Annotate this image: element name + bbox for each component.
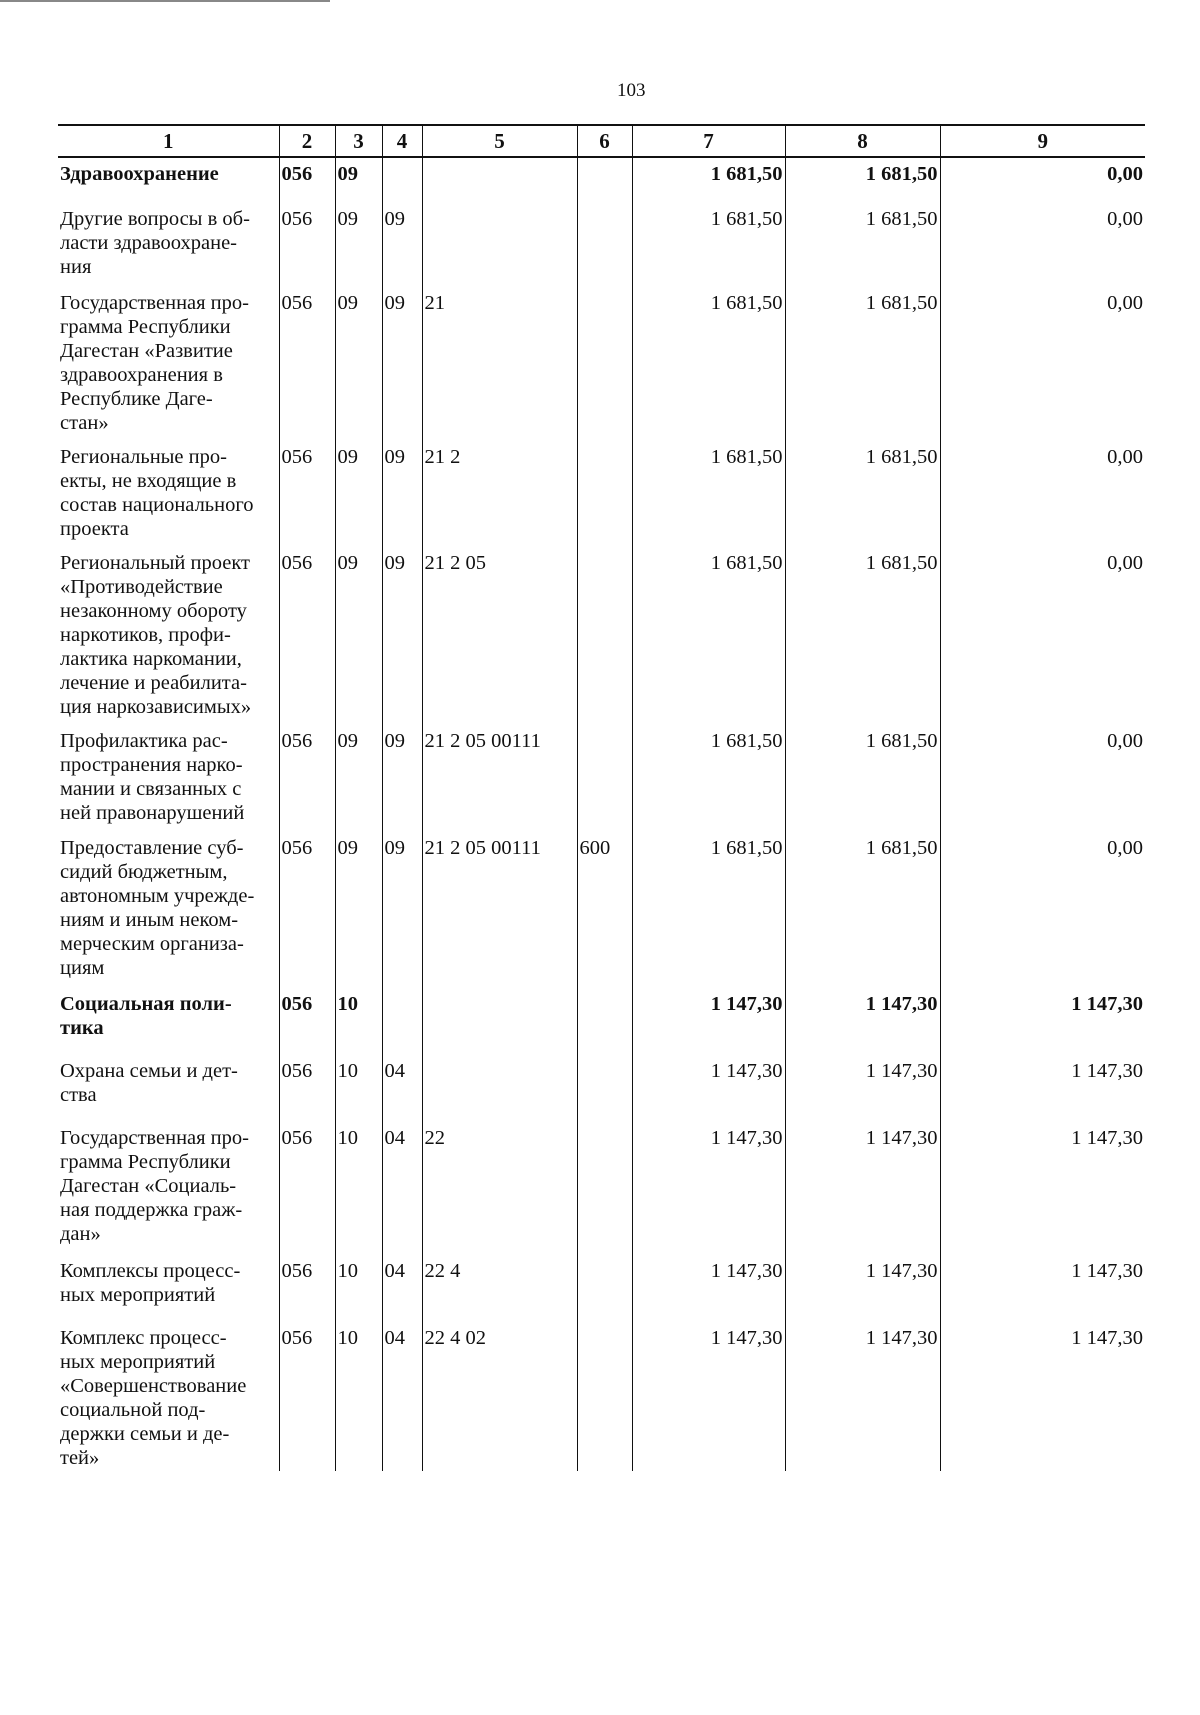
row-name: Другие вопросы в об- ласти здравоохране- ния	[58, 197, 279, 281]
row-amount-col8: 1 681,50	[785, 435, 940, 541]
header-col-1: 1	[58, 125, 279, 157]
row-code-admin: 056	[279, 435, 335, 541]
page-number: 103	[617, 80, 646, 101]
row-code-section: 09	[335, 435, 382, 541]
row-name: Региональные про- екты, не входящие в состав национального проекта	[58, 435, 279, 541]
row-amount-col8: 1 681,50	[785, 157, 940, 197]
row-code-subsection: 09	[382, 541, 422, 719]
row-amount-col7: 1 147,30	[632, 1049, 785, 1116]
row-amount-col7: 1 681,50	[632, 197, 785, 281]
row-code-section: 10	[335, 1049, 382, 1116]
header-col-9: 9	[940, 125, 1145, 157]
header-col-2: 2	[279, 125, 335, 157]
row-amount-col9: 1 147,30	[940, 1249, 1145, 1316]
row-amount-col8: 1 681,50	[785, 719, 940, 826]
table-row	[58, 1049, 1145, 1116]
row-code-section: 10	[335, 1316, 382, 1471]
row-code-target	[422, 197, 577, 281]
row-code-section: 09	[335, 719, 382, 826]
row-code-expense-type	[577, 1316, 632, 1471]
row-name: Комплексы процесс- ных мероприятий	[58, 1249, 279, 1316]
row-amount-col7: 1 681,50	[632, 826, 785, 982]
row-code-admin: 056	[279, 197, 335, 281]
row-code-target: 22	[422, 1116, 577, 1249]
header-col-6: 6	[577, 125, 632, 157]
table-row	[58, 1116, 1145, 1249]
row-amount-col9: 0,00	[940, 435, 1145, 541]
row-code-target	[422, 1049, 577, 1116]
row-code-subsection: 04	[382, 1049, 422, 1116]
row-code-admin: 056	[279, 719, 335, 826]
row-name: Профилактика рас- пространения нарко- мании и связанных с ней правонарушений	[58, 719, 279, 826]
row-amount-col9: 0,00	[940, 281, 1145, 435]
row-amount-col9: 0,00	[940, 541, 1145, 719]
row-amount-col8: 1 681,50	[785, 197, 940, 281]
row-amount-col9: 1 147,30	[940, 1049, 1145, 1116]
header-col-8: 8	[785, 125, 940, 157]
table-row	[58, 1249, 1145, 1316]
row-code-expense-type: 600	[577, 826, 632, 982]
row-amount-col9: 0,00	[940, 197, 1145, 281]
row-code-subsection: 09	[382, 719, 422, 826]
table-header	[58, 125, 1145, 157]
table-body	[58, 157, 1145, 1471]
row-amount-col9: 1 147,30	[940, 1316, 1145, 1471]
header-col-3: 3	[335, 125, 382, 157]
row-code-expense-type	[577, 1249, 632, 1316]
row-name: Охрана семьи и дет- ства	[58, 1049, 279, 1116]
table-row	[58, 982, 1145, 1049]
row-code-target: 21 2 05 00111	[422, 719, 577, 826]
row-code-admin: 056	[279, 541, 335, 719]
table-row	[58, 826, 1145, 982]
header-col-7: 7	[632, 125, 785, 157]
row-amount-col7: 1 681,50	[632, 719, 785, 826]
row-code-target: 22 4 02	[422, 1316, 577, 1471]
row-code-target: 21 2 05 00111	[422, 826, 577, 982]
row-code-target	[422, 982, 577, 1049]
row-code-expense-type	[577, 197, 632, 281]
row-amount-col7: 1 147,30	[632, 1249, 785, 1316]
row-code-section: 09	[335, 197, 382, 281]
row-amount-col9: 0,00	[940, 719, 1145, 826]
row-code-section: 09	[335, 541, 382, 719]
row-name: Государственная про- грамма Республики Дагестан «Развитие здравоохранения в Республике Даге- стан»	[58, 281, 279, 435]
row-code-subsection: 04	[382, 1116, 422, 1249]
row-amount-col7: 1 147,30	[632, 1116, 785, 1249]
table-row	[58, 157, 1145, 197]
row-code-expense-type	[577, 541, 632, 719]
row-amount-col9: 0,00	[940, 157, 1145, 197]
row-name: Государственная про- грамма Республики Дагестан «Социаль- ная поддержка граж- дан»	[58, 1116, 279, 1249]
row-name: Региональный проект «Противодействие незаконному обороту наркотиков, профи- лактика наркомании, лечение и реабилита- ция наркозависимых»	[58, 541, 279, 719]
row-code-section: 10	[335, 1116, 382, 1249]
row-code-target: 21 2 05	[422, 541, 577, 719]
row-amount-col8: 1 147,30	[785, 1249, 940, 1316]
row-code-subsection: 09	[382, 281, 422, 435]
row-code-target: 22 4	[422, 1249, 577, 1316]
row-amount-col9: 1 147,30	[940, 1116, 1145, 1249]
row-code-admin: 056	[279, 1049, 335, 1116]
header-col-5: 5	[422, 125, 577, 157]
row-amount-col8: 1 147,30	[785, 1116, 940, 1249]
row-amount-col8: 1 681,50	[785, 281, 940, 435]
header-col-4: 4	[382, 125, 422, 157]
row-amount-col8: 1 147,30	[785, 1316, 940, 1471]
row-code-admin: 056	[279, 982, 335, 1049]
row-amount-col8: 1 147,30	[785, 1049, 940, 1116]
row-code-expense-type	[577, 435, 632, 541]
row-code-section: 10	[335, 1249, 382, 1316]
row-amount-col8: 1 681,50	[785, 541, 940, 719]
row-code-expense-type	[577, 157, 632, 197]
budget-table	[58, 124, 1145, 1471]
row-code-target: 21 2	[422, 435, 577, 541]
row-code-admin: 056	[279, 826, 335, 982]
row-code-admin: 056	[279, 1116, 335, 1249]
row-code-expense-type	[577, 982, 632, 1049]
row-code-subsection: 09	[382, 197, 422, 281]
row-amount-col8: 1 681,50	[785, 826, 940, 982]
row-code-expense-type	[577, 1049, 632, 1116]
row-amount-col7: 1 681,50	[632, 541, 785, 719]
row-code-subsection: 04	[382, 1316, 422, 1471]
table-row	[58, 281, 1145, 435]
row-amount-col7: 1 681,50	[632, 435, 785, 541]
row-amount-col7: 1 147,30	[632, 1316, 785, 1471]
row-amount-col7: 1 147,30	[632, 982, 785, 1049]
row-code-subsection: 09	[382, 435, 422, 541]
row-code-subsection	[382, 982, 422, 1049]
row-amount-col7: 1 681,50	[632, 157, 785, 197]
scan-top-rule	[0, 0, 330, 2]
row-amount-col9: 1 147,30	[940, 982, 1145, 1049]
row-amount-col9: 0,00	[940, 826, 1145, 982]
row-code-admin: 056	[279, 157, 335, 197]
row-code-section: 09	[335, 826, 382, 982]
row-code-section: 10	[335, 982, 382, 1049]
header-row	[58, 125, 1145, 157]
row-code-subsection: 09	[382, 826, 422, 982]
row-code-section: 09	[335, 157, 382, 197]
row-code-admin: 056	[279, 281, 335, 435]
table-row	[58, 719, 1145, 826]
row-code-expense-type	[577, 1116, 632, 1249]
row-code-subsection	[382, 157, 422, 197]
row-code-subsection: 04	[382, 1249, 422, 1316]
row-code-expense-type	[577, 719, 632, 826]
row-code-admin: 056	[279, 1249, 335, 1316]
row-name: Предоставление суб- сидий бюджетным, автономным учрежде- ниям и иным неком- мерческим организа- циям	[58, 826, 279, 982]
row-code-expense-type	[577, 281, 632, 435]
row-code-admin: 056	[279, 1316, 335, 1471]
row-name: Здравоохранение	[58, 157, 279, 197]
table-row	[58, 197, 1145, 281]
table-row	[58, 435, 1145, 541]
row-code-section: 09	[335, 281, 382, 435]
row-code-target	[422, 157, 577, 197]
row-amount-col7: 1 681,50	[632, 281, 785, 435]
table-row	[58, 541, 1145, 719]
row-amount-col8: 1 147,30	[785, 982, 940, 1049]
row-code-target: 21	[422, 281, 577, 435]
table-row	[58, 1316, 1145, 1471]
row-name: Комплекс процесс- ных мероприятий «Совершенствование социальной под- держки семьи и де- тей»	[58, 1316, 279, 1471]
row-name: Социальная поли- тика	[58, 982, 279, 1049]
